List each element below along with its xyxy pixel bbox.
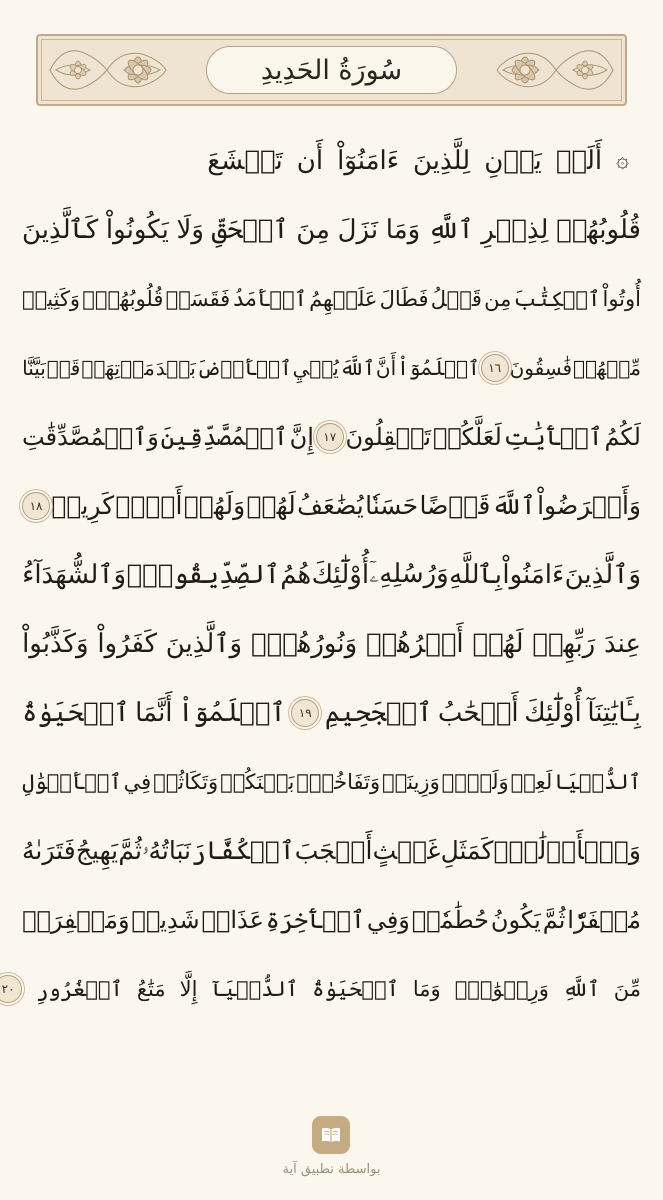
verse-word: ثُمَّ <box>118 836 142 865</box>
verse-word: يُضَٰعَفُ <box>297 491 364 520</box>
verse-word: وَكَثِيرٞ <box>22 286 81 311</box>
verse-word: تَخۡشَعَ <box>207 145 283 176</box>
surah-title-cartouche <box>206 46 457 94</box>
verse-word: بَيَّنَّا <box>22 355 46 380</box>
verse-text-block <box>1 126 641 1023</box>
verse-word: وَتَفَاخُرُۢ <box>296 769 381 794</box>
verse-word: بَعۡدَ <box>155 355 196 380</box>
verse-word: إِلَّا <box>179 976 198 1001</box>
verse-word: أَجۡرٞ <box>115 491 183 520</box>
verse-word: ٱلۡأٓيَٰتِ <box>503 422 603 451</box>
verse-word: هُمُ <box>280 559 312 590</box>
verse-word: كَٱلَّذِينَ <box>22 214 99 245</box>
verse-word: بَيۡنَكُمۡ <box>220 769 295 794</box>
floral-ornament-right-icon <box>491 40 621 100</box>
verse-word: وَأَقۡرَضُواْ <box>537 491 641 520</box>
verse-word: فَتَرَىٰهُ <box>22 836 76 865</box>
verse-word: عَذَابٞ <box>201 905 264 934</box>
verse-word: وَمَغۡفِرَةٞ <box>22 905 130 934</box>
verse-word: ٱلۡأٓخِرَةِ <box>265 905 365 934</box>
verse-line <box>22 816 641 885</box>
verse-word: وَرُسُلِهِۦٓ <box>369 559 449 589</box>
verse-word: وَنُورُهُمۡۖ <box>250 628 358 659</box>
verse-word: لِذِكۡرِ <box>481 214 549 245</box>
verse-word: مُصۡفَرّٗا <box>567 905 641 934</box>
verse-word: مَوۡتِهَاۚ <box>81 355 155 380</box>
verse-word: مِن <box>484 286 512 311</box>
verse-word: مِنَ <box>296 214 330 245</box>
verse-word: يَكُونُواْ <box>105 214 169 245</box>
verse-word: عَلَيۡهِمُ <box>309 286 378 311</box>
surah-title: سُورَةُ الحَدِيدِ <box>260 54 403 86</box>
verse-word: أَن <box>296 145 324 176</box>
verse-word: ٱلدُّنۡيَآ <box>211 976 299 1001</box>
verse-word: ٱلۡأَمَدُ <box>232 286 307 311</box>
verse-word: ٱللَّهَ <box>491 491 536 520</box>
verse-word: قُلُوبُهُمۡۖ <box>82 286 164 311</box>
verse-word: ٱلۡكُفَّارَ <box>191 836 295 865</box>
verse-word: وَرِضۡوَٰنٞۚ <box>454 976 549 1001</box>
verse-line <box>22 126 641 195</box>
verse-word: أَعۡجَبَ <box>294 836 373 865</box>
verse-word: وَٱلَّذِينَ <box>165 628 243 659</box>
verse-word: ٱلۡمُصَّدِّقِينَ <box>160 422 288 451</box>
verse-word: غَيۡثٍ <box>372 836 441 865</box>
verse-word: وَٱلۡمُصَّدِّقَٰتِ <box>22 422 159 451</box>
verse-line <box>22 333 641 402</box>
verse-word: يُحۡيِ <box>292 355 339 380</box>
verse-word: ٱلۡحَقِّ <box>211 214 289 245</box>
verse-word: وَٱلَّذِينَ <box>564 559 641 590</box>
verse-word: ٱلۡحَيَوٰةُ <box>312 976 399 1001</box>
verse-word: فَٰسِقُونَ <box>509 355 573 380</box>
verse-word: كَرِيمٞ <box>51 491 115 520</box>
verse-line <box>22 195 641 264</box>
verse-word: نَزَلَ <box>337 214 379 245</box>
verse-word: لِلَّذِينَ <box>412 145 471 176</box>
verse-word: أَصۡحَٰبُ <box>437 697 519 728</box>
verse-word: أَلَمۡ <box>555 145 603 176</box>
verse-line <box>22 609 641 678</box>
verse-word: قَدۡ <box>46 355 81 380</box>
verse-word: أَجۡرُهُمۡ <box>365 628 464 659</box>
verse-word: ٱلۡغُرُورِ <box>36 976 123 1001</box>
verse-line <box>22 402 641 471</box>
verse-word: وَلَهُمۡ <box>183 491 246 520</box>
verse-word: كَمَثَلِ <box>440 836 494 865</box>
verse-word: يَهِيجُ <box>75 836 119 865</box>
verse-word: قَبۡلُ <box>430 286 482 311</box>
verse-word: وَتَكَاثُرٞ <box>153 769 219 794</box>
via-app-caption: بواسطة تطبيق آية <box>282 1162 381 1177</box>
ayah-number-marker[interactable]: ١٧ <box>316 423 344 451</box>
verse-word: وَكَذَّبُواْ <box>22 628 89 659</box>
verse-line <box>1 954 641 1023</box>
verse-word: قُلُوبُهُمۡ <box>556 214 641 245</box>
verse-word: أَنَّمَا <box>135 697 173 728</box>
ayah-number-marker[interactable]: ٢٠ <box>0 975 22 1003</box>
verse-word: وَمَا <box>412 976 441 1001</box>
verse-word: وَٱلۡأَوۡلَٰدِۖ <box>493 836 641 865</box>
ayah-number-marker[interactable]: ١٨ <box>22 492 50 520</box>
verse-word: عِندَ <box>603 628 641 659</box>
verse-word: ثُمَّ <box>542 905 566 934</box>
verse-word: وَزِينَةٞ <box>382 769 440 794</box>
verse-word: شَدِيدٞ <box>131 905 200 934</box>
verse-word: ٱلۡأَمۡوَٰلِ <box>22 769 122 794</box>
ayah-number-marker[interactable]: ١٦ <box>481 354 509 382</box>
verse-word: تَعۡقِلُونَ <box>345 422 432 451</box>
verse-word: لَعِبٞ <box>510 769 553 794</box>
verse-word: ٱللَّهِ <box>427 214 474 245</box>
verse-word: ٱعۡلَمُوٓاْ <box>178 697 286 728</box>
hizb-quarter-mark: ۞ <box>616 148 629 173</box>
verse-word: يَكُونُ <box>490 905 541 934</box>
verse-word: ٱلصِّدِّيقُونَۖ <box>126 559 280 590</box>
verse-word: مِّنَ <box>613 976 641 1001</box>
verse-word: وَفِي <box>366 905 410 934</box>
verse-word: يَأۡنِ <box>484 145 542 176</box>
verse-word: أُوْلَٰٓئِكَ <box>524 697 582 728</box>
verse-line <box>22 678 641 747</box>
verse-line <box>22 885 641 954</box>
verse-word: ءَامَنُوٓاْ <box>337 145 399 176</box>
verse-word: أُوْلَٰٓئِكَ <box>311 559 370 590</box>
verse-word: أَنَّ <box>375 355 397 380</box>
verse-word: ٱلدُّنۡيَا <box>554 769 641 794</box>
verse-word: لَعَلَّكُمۡ <box>432 422 502 451</box>
verse-word: وَلَهۡوٞ <box>441 769 509 794</box>
verse-line <box>22 540 641 609</box>
verse-word: فَطَالَ <box>379 286 429 311</box>
verse-word: ءَامَنُواْ <box>502 559 565 590</box>
verse-word: ٱلۡجَحِيمِ <box>324 697 433 728</box>
verse-word: وَٱلشُّهَدَآءُ <box>22 559 127 590</box>
verse-word: لَهُمۡ <box>472 628 524 659</box>
verse-word: أُوتُواْ <box>602 286 641 311</box>
verse-word: بِٱللَّهِ <box>449 559 503 590</box>
verse-word: ٱلۡكِتَٰبَ <box>513 286 601 311</box>
surah-header-banner <box>36 34 627 106</box>
verse-word: كَفَرُواْ <box>97 628 157 659</box>
ayah-number-marker[interactable]: ١٩ <box>291 699 319 727</box>
verse-word: حُطَٰمٗاۖ <box>411 905 489 934</box>
verse-word: ٱعۡلَمُوٓاْ <box>397 355 480 380</box>
verse-word: بِـَٔايَٰتِنَآ <box>587 697 641 728</box>
verse-word: لَكُمُ <box>604 422 641 451</box>
verse-word: مَتَٰعُ <box>136 976 166 1001</box>
verse-word: ٱللَّهَ <box>339 355 375 380</box>
verse-word: فِي <box>123 769 152 794</box>
verse-word: حَسَنٗا <box>365 491 419 520</box>
verse-word: رَبِّهِمۡ <box>532 628 596 659</box>
verse-word: لَهُمۡ <box>246 491 296 520</box>
verse-line <box>22 747 641 816</box>
floral-ornament-left-icon <box>42 40 172 100</box>
verse-word: قَرۡضًا <box>419 491 491 520</box>
verse-word: فَقَسَتۡ <box>165 286 231 311</box>
verse-line <box>22 471 641 540</box>
quran-app-icon[interactable] <box>312 1116 350 1154</box>
verse-word: نَبَاتُهُۥ <box>142 835 191 865</box>
verse-word: إِنَّ <box>289 422 314 451</box>
verse-word: وَلَا <box>176 214 204 245</box>
verse-word: ٱلۡحَيَوٰةُ <box>22 697 130 728</box>
verse-word: ٱللَّهِ <box>562 976 600 1001</box>
verse-line <box>22 264 641 333</box>
verse-word: ٱلۡأَرۡضَ <box>196 355 292 380</box>
verse-word: مِّنۡهُمۡ <box>573 355 641 380</box>
verse-word: وَمَا <box>385 214 421 245</box>
